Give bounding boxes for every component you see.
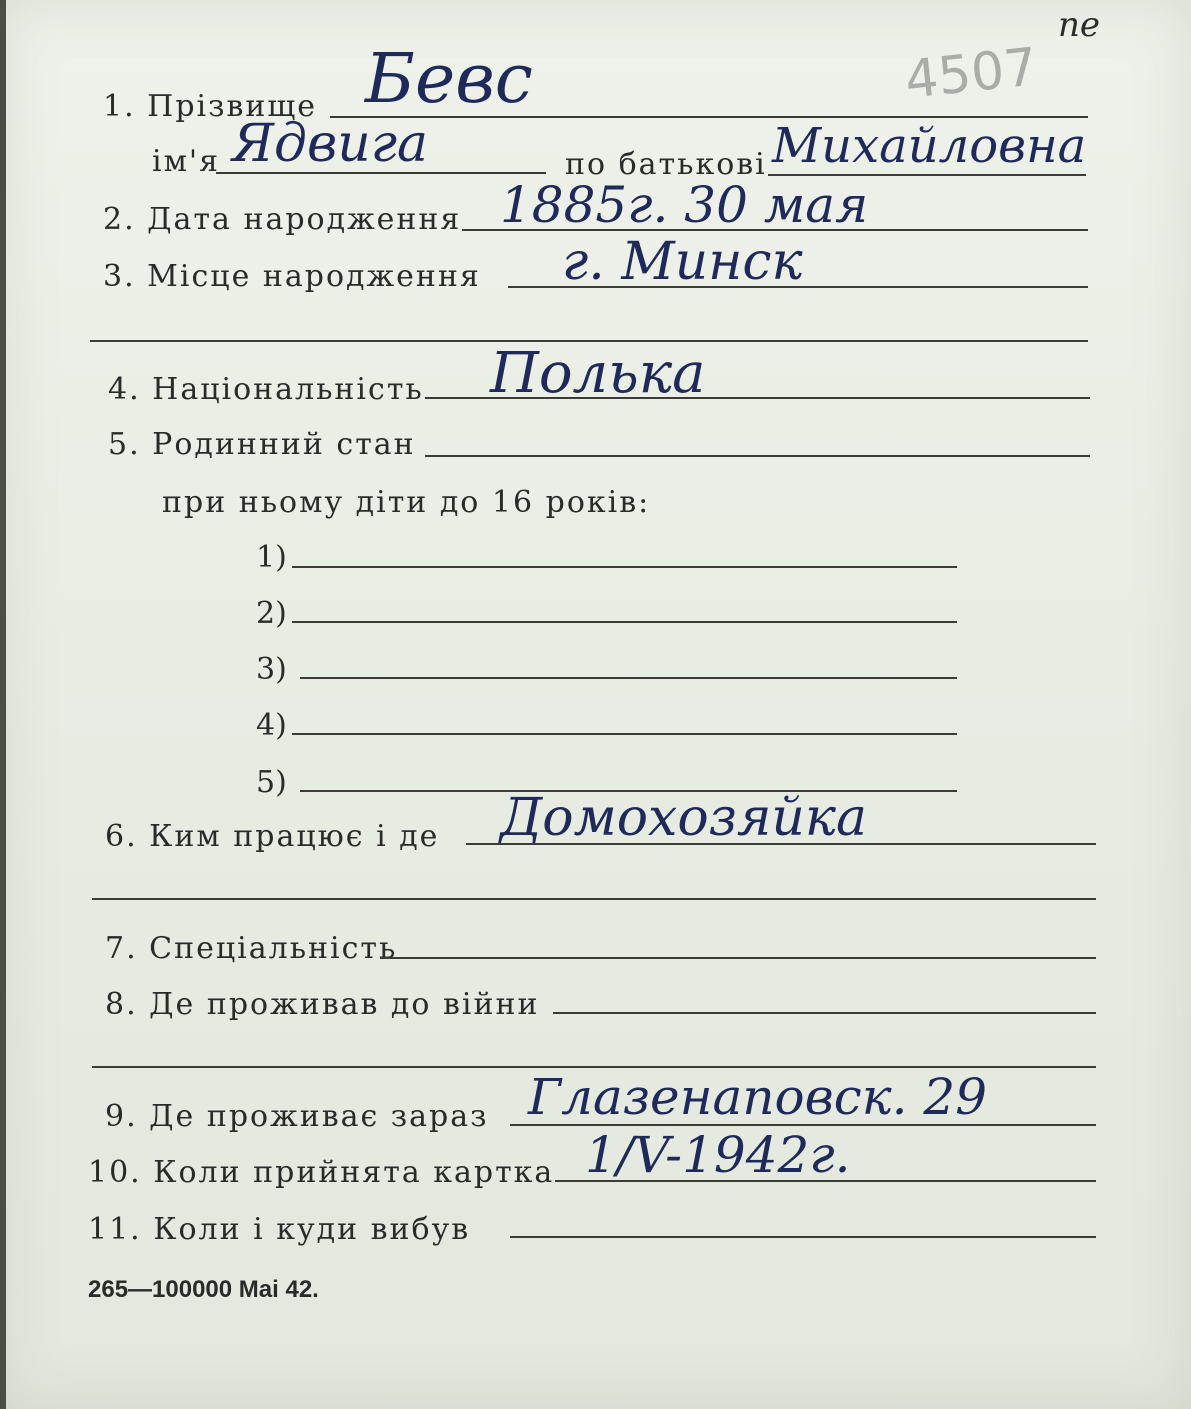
surname-value: Бевс	[365, 40, 533, 119]
current-address-label: 9. Де проживає зараз	[105, 1099, 489, 1134]
work-extra-line	[92, 898, 1096, 900]
pob-label: 3. Місце народження	[103, 259, 481, 294]
specialty-label: 7. Спеціальність	[105, 931, 398, 966]
work-value: Домохозяйка	[500, 788, 867, 848]
current-address-value: Глазенаповск. 29	[528, 1068, 988, 1126]
work-label: 6. Ким працює і де	[105, 819, 440, 854]
prewar-line	[553, 1012, 1096, 1014]
pencil-mark: пе	[1058, 5, 1101, 45]
child-2-line	[292, 621, 957, 623]
departed-label: 11. Коли і куди вибув	[88, 1212, 471, 1247]
marital-line	[425, 455, 1090, 457]
patronymic-label: по батькові	[565, 147, 767, 182]
nationality-value: Полька	[490, 341, 706, 406]
name-value: Ядвига	[232, 114, 428, 174]
pob-value: г. Минск	[562, 232, 803, 292]
surname-label: 1. Прізвище	[103, 89, 318, 124]
child-3-line	[300, 677, 957, 679]
children-label: при ньому діти до 16 років:	[162, 485, 651, 520]
pencil-number: 4507	[902, 37, 1041, 111]
nationality-label: 4. Національність	[108, 372, 424, 407]
card-edge	[0, 0, 6, 1409]
child-2-label: 2)	[256, 596, 287, 631]
prewar-label: 8. Де проживав до війни	[105, 987, 540, 1022]
specialty-line	[380, 957, 1096, 959]
card-accepted-label: 10. Коли прийнята картка	[88, 1155, 555, 1190]
departed-line	[510, 1236, 1096, 1238]
marital-label: 5. Родинний стан	[108, 427, 416, 462]
child-5-label: 5)	[256, 765, 287, 800]
name-label: ім'я	[152, 144, 221, 179]
card-accepted-value: 1/V-1942г.	[585, 1126, 851, 1184]
child-4-line	[292, 733, 957, 735]
patronymic-value: Михайловна	[772, 118, 1087, 174]
child-1-label: 1)	[256, 540, 287, 575]
dob-value: 1885г. 30 мая	[500, 176, 869, 234]
child-1-line	[292, 566, 957, 568]
child-3-label: 3)	[256, 652, 287, 687]
print-run-footer: 265—100000 Mai 42.	[88, 1276, 319, 1303]
dob-label: 2. Дата народження	[103, 202, 462, 237]
child-4-label: 4)	[256, 708, 287, 743]
